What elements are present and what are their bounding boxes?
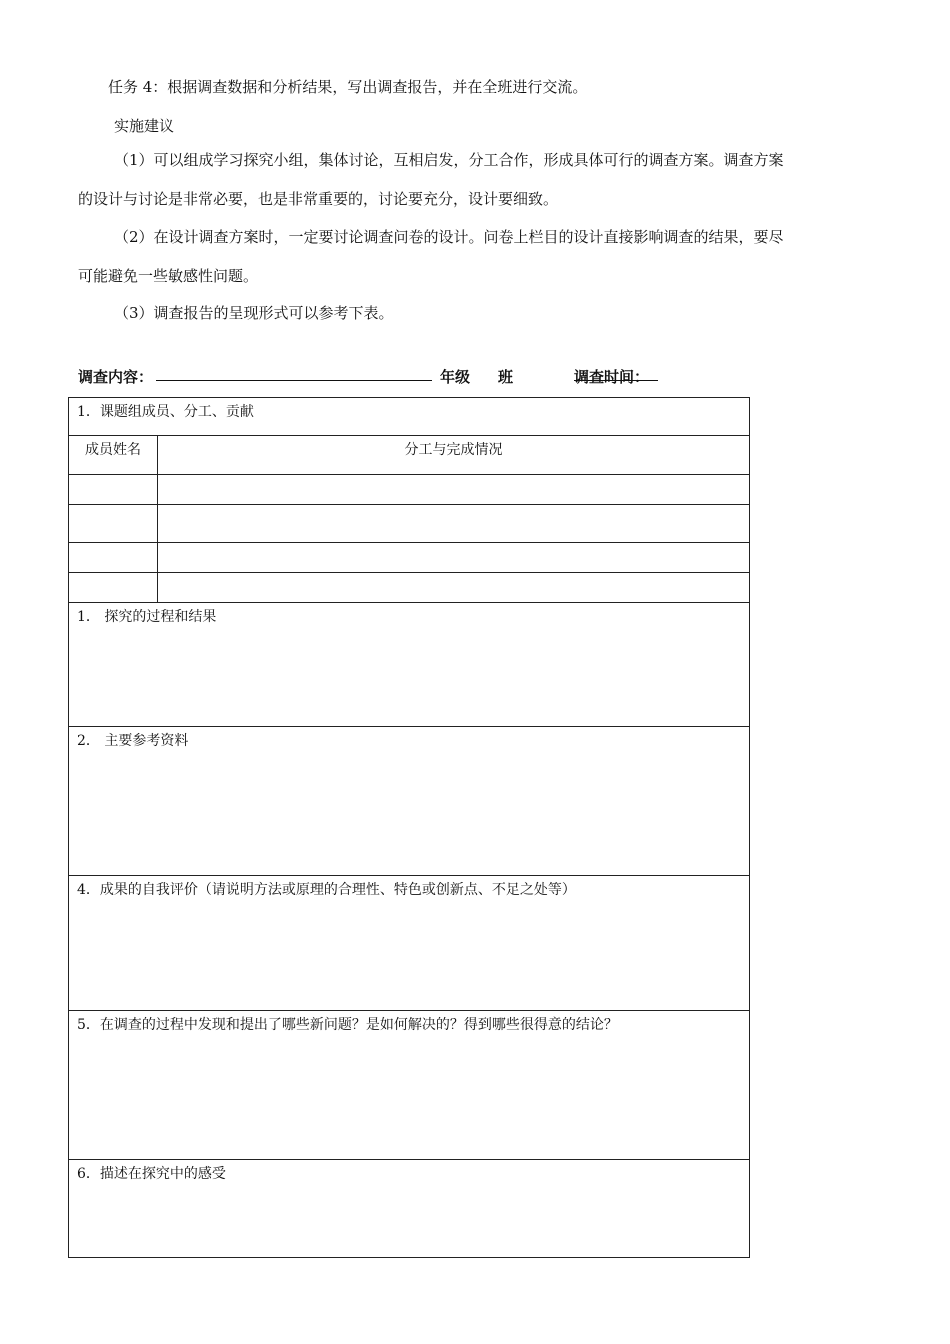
feelings-section-row: [69, 1160, 750, 1258]
members-header-row: [69, 436, 750, 475]
member-name-cell[interactable]: [69, 573, 158, 603]
suggestion-1-line-1: （1）可以组成学习探究小组，集体讨论，互相启发，分工合作，形成具体可行的调查方案。调查方案: [114, 151, 784, 169]
report-form-table: [68, 397, 750, 1258]
member-division-cell[interactable]: [158, 573, 750, 603]
member-division-cell[interactable]: [158, 505, 750, 543]
class-label: 班: [498, 368, 514, 386]
member-row: [69, 543, 750, 573]
content-label: 调查内容：: [78, 368, 154, 386]
content-underline[interactable]: [156, 380, 432, 381]
member-name-cell[interactable]: [69, 475, 158, 505]
feelings-section-heading[interactable]: 6．描述在探究中的感受: [69, 1160, 750, 1258]
references-section-row: [69, 727, 750, 876]
suggestions-title: 实施建议: [114, 117, 175, 135]
process-section-heading[interactable]: 1． 探究的过程和结果: [69, 603, 750, 727]
member-row: [69, 475, 750, 505]
suggestion-2-line-1: （2）在设计调查方案时，一定要讨论调查问卷的设计。问卷上栏目的设计直接影响调查的结果，要尽: [114, 228, 784, 246]
grade-label: 年级: [440, 368, 471, 386]
new-problems-section-heading[interactable]: 5．在调查的过程中发现和提出了哪些新问题？是如何解决的？得到哪些很得意的结论？: [69, 1011, 750, 1160]
members-section-row: [69, 398, 750, 436]
evaluation-section-heading[interactable]: 4．成果的自我评价（请说明方法或原理的合理性、特色或创新点、不足之处等）: [69, 876, 750, 1011]
suggestion-1-line-2: 的设计与讨论是非常必要，也是非常重要的，讨论要充分，设计要细致。: [78, 190, 559, 208]
form-header: [78, 366, 678, 386]
suggestion-3: （3）调查报告的呈现形式可以参考下表。: [114, 304, 394, 322]
member-division-cell[interactable]: [158, 543, 750, 573]
new-problems-section-row: [69, 1011, 750, 1160]
member-name-cell[interactable]: [69, 505, 158, 543]
member-name-header: 成员姓名: [69, 436, 158, 475]
suggestion-2-line-2: 可能避免一些敏感性问题。: [78, 267, 259, 285]
evaluation-section-row: [69, 876, 750, 1011]
member-row: [69, 573, 750, 603]
references-section-heading[interactable]: 2． 主要参考资料: [69, 727, 750, 876]
time-underline[interactable]: [574, 380, 658, 381]
process-section-row: [69, 603, 750, 727]
task4-paragraph: 任务 4：根据调查数据和分析结果，写出调查报告，并在全班进行交流。: [108, 78, 588, 96]
members-section-heading: 1．课题组成员、分工、贡献: [69, 398, 750, 436]
time-label: 调查时间：: [574, 368, 650, 386]
member-row: [69, 505, 750, 543]
division-header: 分工与完成情况: [158, 436, 750, 475]
member-division-cell[interactable]: [158, 475, 750, 505]
member-name-cell[interactable]: [69, 543, 158, 573]
